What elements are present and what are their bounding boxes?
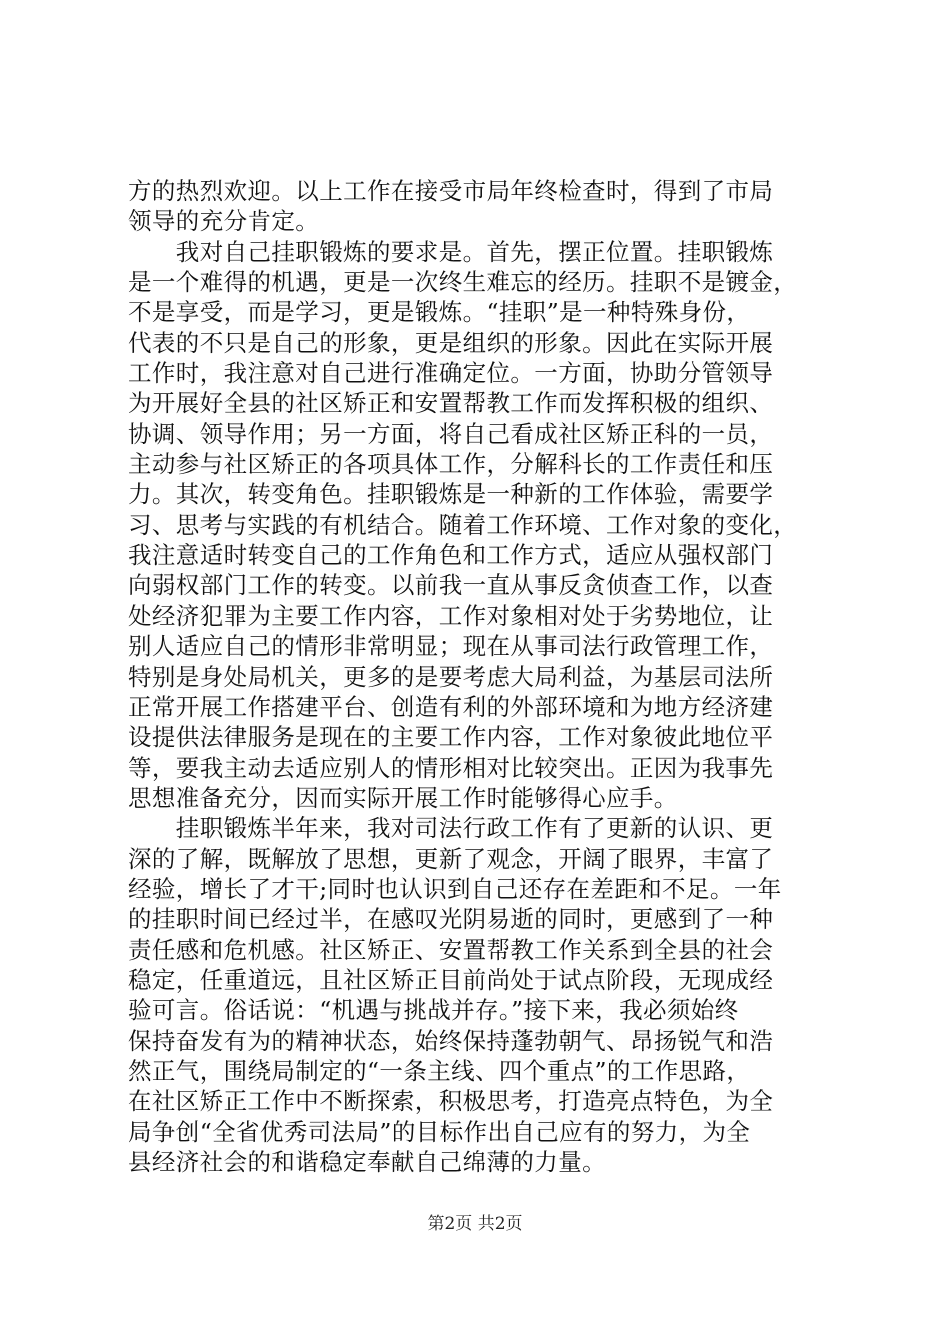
text-line: 在社区矫正工作中不断探索，积极思考，打造亮点特色，为全 [128, 1087, 774, 1116]
text-line: 经验，增长了才干;同时也认识到自己还存在差距和不足。一年 [128, 874, 782, 903]
text-line: 工作时，我注意对自己进行准确定位。一方面，协助分管领导 [128, 359, 774, 388]
text-line: 局争创“全省优秀司法局”的目标作出自己应有的努力，为全 [128, 1117, 751, 1146]
text-line: 稳定，任重道远，且社区矫正目前尚处于试点阶段，无现成经 [128, 965, 774, 994]
text-line: 县经济社会的和谐稳定奉献自己绵薄的力量。 [128, 1148, 606, 1176]
text-line: 责任感和危机感。社区矫正、安置帮教工作关系到全县的社会 [128, 935, 774, 964]
text-line: 特别是身处局机关，更多的是要考虑大局利益，为基层司法所 [128, 662, 774, 691]
text-line: 力。其次，转变角色。挂职锻炼是一种新的工作体验，需要学 [128, 480, 774, 509]
text-line: 向弱权部门工作的转变。以前我一直从事反贪侦查工作，以查 [128, 571, 774, 600]
text-line: 方的热烈欢迎。以上工作在接受市局年终检查时，得到了市局 [128, 177, 774, 205]
text-line: 然正气，围绕局制定的“一条主线、四个重点”的工作思路， [128, 1056, 751, 1085]
text-line: 正常开展工作搭建平台、创造有利的外部环境和为地方经济建 [128, 692, 774, 721]
text-line: 思想准备充分，因而实际开展工作时能够得心应手。 [128, 783, 678, 812]
body-text [128, 176, 848, 1177]
text-line: 我对自己挂职锻炼的要求是。首先，摆正位置。挂职锻炼 [128, 237, 774, 266]
text-line: 深的了解，既解放了思想，更新了观念，开阔了眼界，丰富了 [128, 844, 774, 873]
text-line: 挂职锻炼半年来，我对司法行政工作有了更新的认识、更 [128, 814, 774, 843]
text-line: 习、思考与实践的有机结合。随着工作环境、工作对象的变化， [128, 510, 798, 539]
text-line: 的挂职时间已经过半，在感叹光阴易逝的同时，更感到了一种 [128, 905, 774, 934]
page-footer: 第2页 共2页 [427, 1214, 523, 1234]
text-line: 等，要我主动去适应别人的情形相对比较突出。正因为我事先 [128, 753, 774, 782]
text-line: 我注意适时转变自己的工作角色和工作方式，适应从强权部门 [128, 541, 774, 570]
text-line: 设提供法律服务是现在的主要工作内容，工作对象彼此地位平 [128, 723, 774, 752]
text-line: 保持奋发有为的精神状态，始终保持蓬勃朝气、昂扬锐气和浩 [128, 1026, 774, 1055]
text-line: 协调、领导作用；另一方面，将自己看成社区矫正科的一员， [128, 419, 774, 448]
text-line: 不是享受，而是学习，更是锻炼。“挂职”是一种特殊身份， [128, 298, 751, 327]
text-line: 为开展好全县的社区矫正和安置帮教工作而发挥积极的组织、 [128, 389, 774, 418]
text-line: 代表的不只是自己的形象，更是组织的形象。因此在实际开展 [128, 328, 774, 357]
text-line: 主动参与社区矫正的各项具体工作，分解科长的工作责任和压 [128, 450, 774, 479]
text-line: 领导的充分肯定。 [128, 207, 320, 236]
text-line: 处经济犯罪为主要工作内容，工作对象相对处于劣势地位，让 [128, 601, 774, 630]
text-line: 验可言。俗话说：“机遇与挑战并存。”接下来，我必须始终 [128, 996, 739, 1025]
text-line: 是一个难得的机遇，更是一次终生难忘的经历。挂职不是镀金， [128, 268, 798, 297]
text-line: 别人适应自己的情形非常明显；现在从事司法行政管理工作， [128, 632, 774, 661]
